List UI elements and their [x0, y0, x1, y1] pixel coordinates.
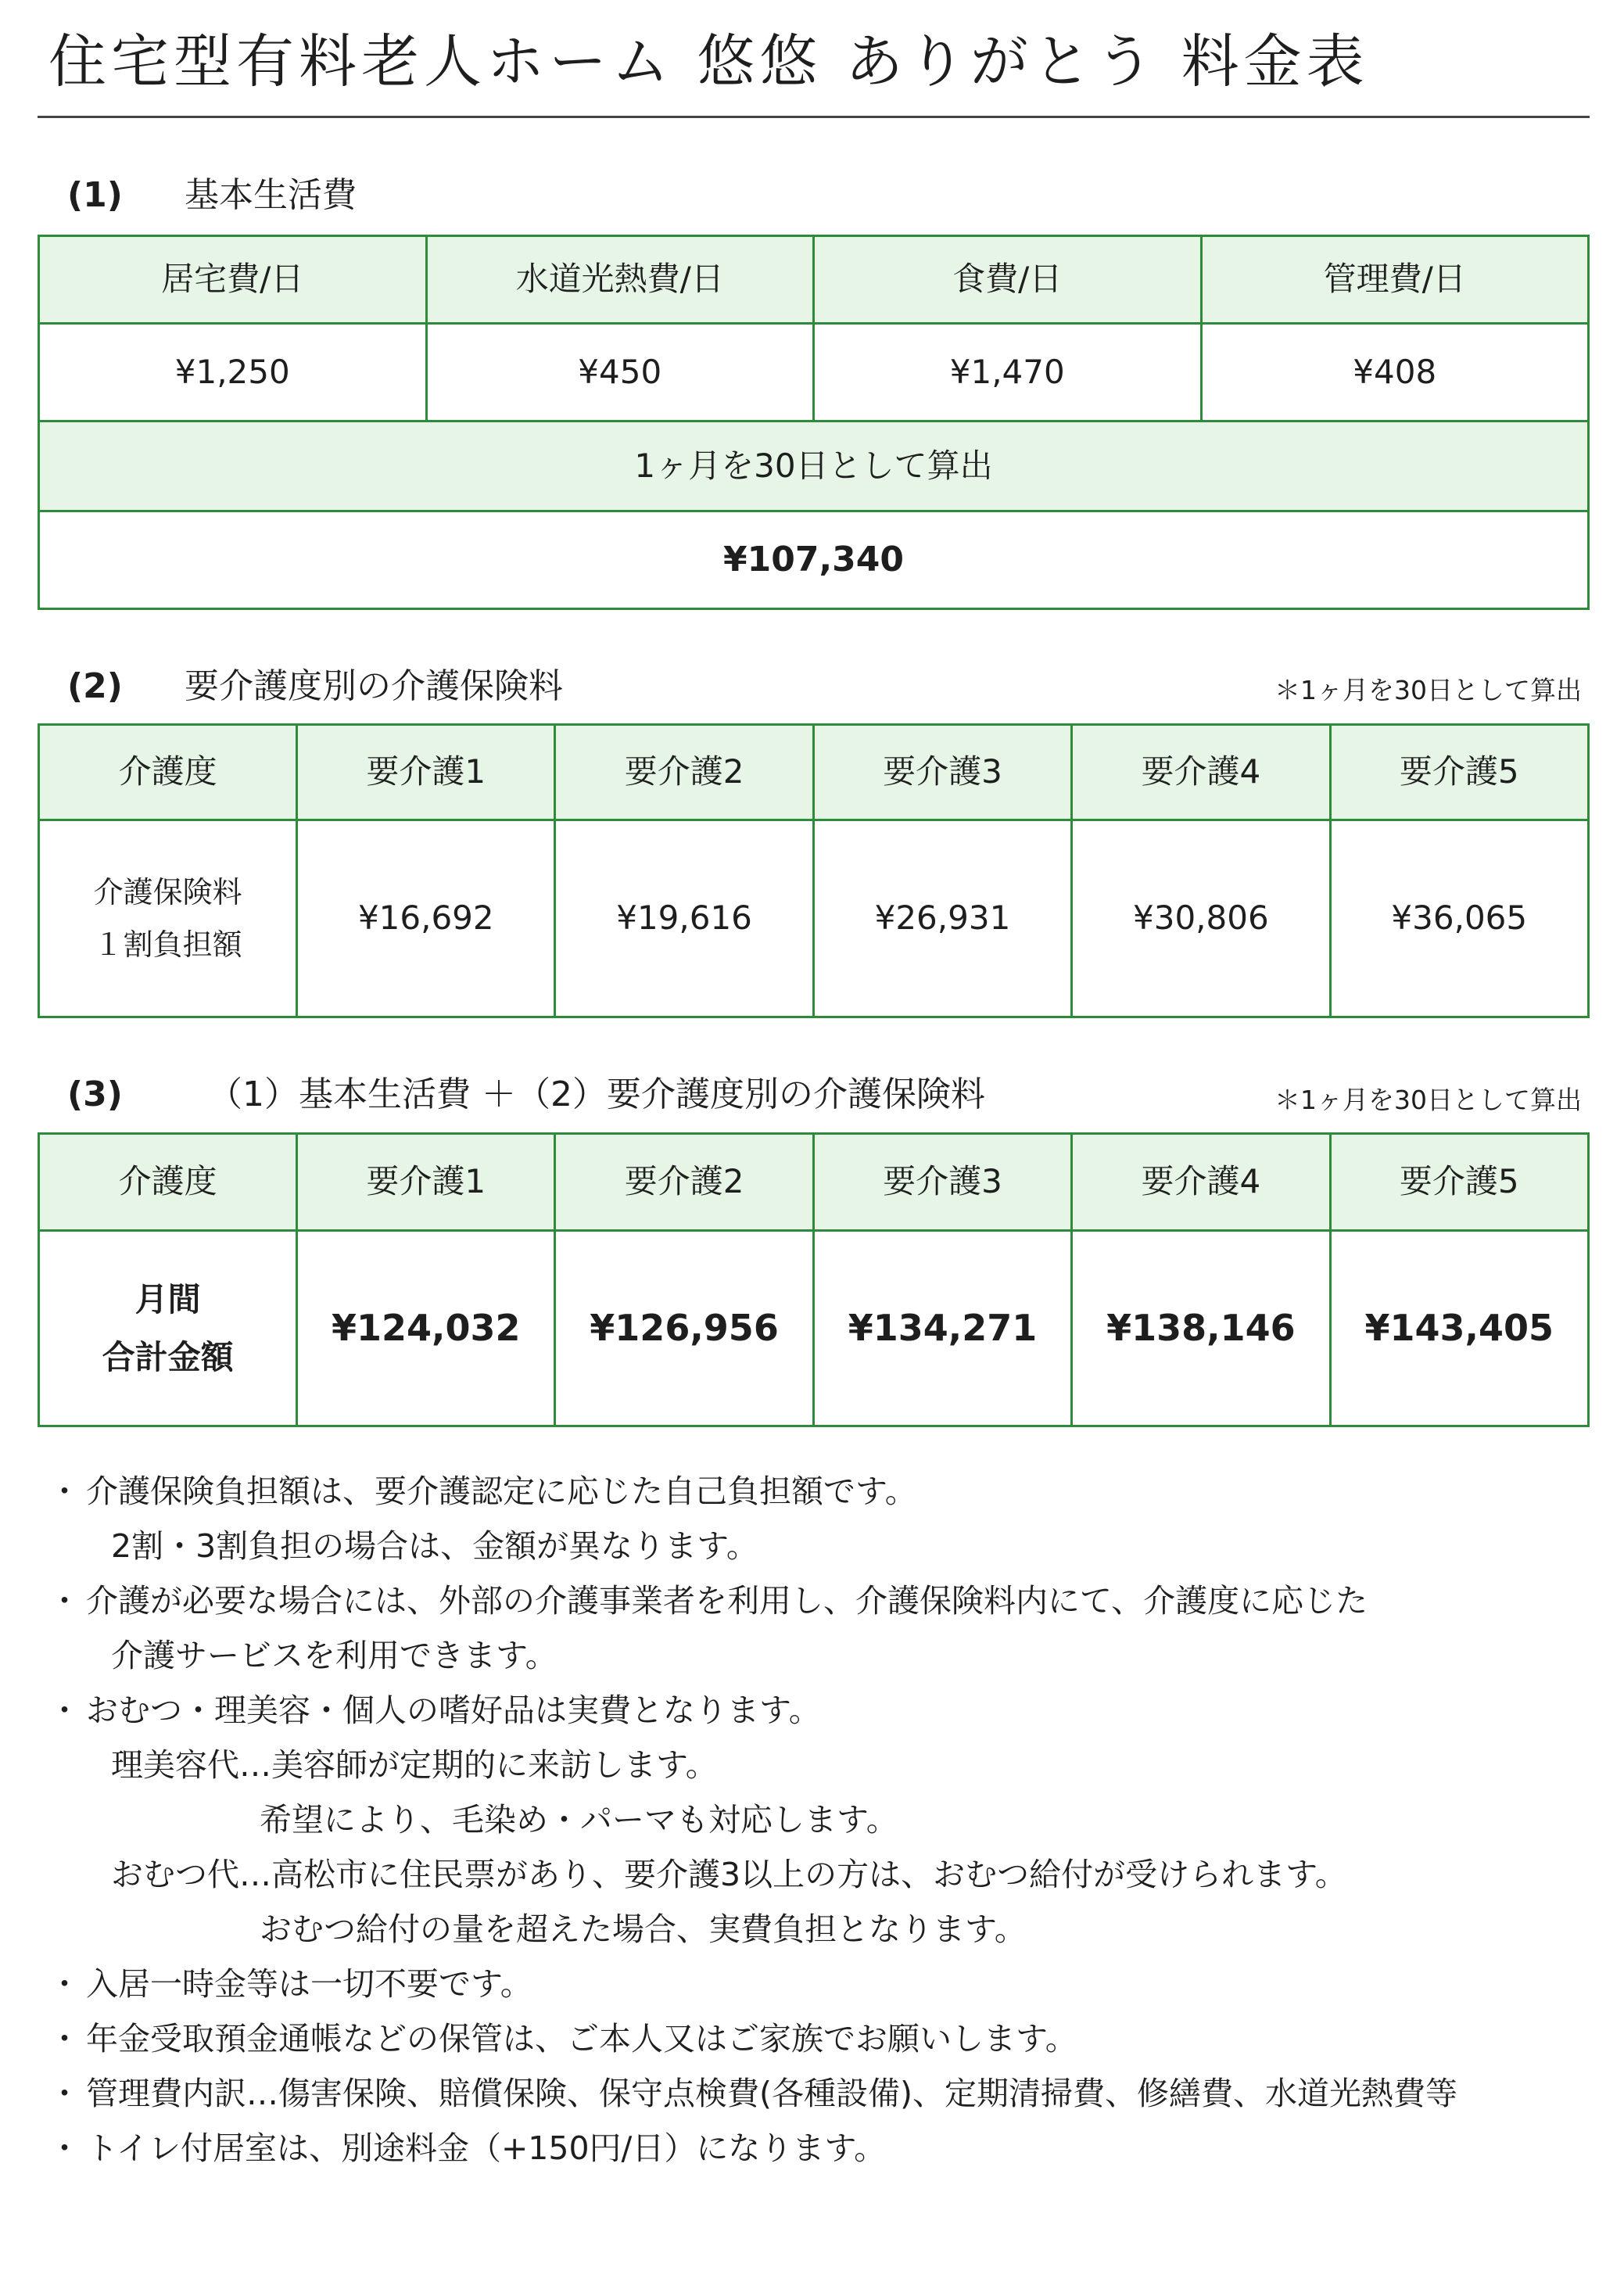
- note-beauty-fee: 理美容代…美容師が定期的に来訪します。: [111, 1746, 718, 1784]
- monthly-total-level-2: ¥126,956: [555, 1231, 813, 1426]
- note-2-text: 介護が必要な場合には、外部の介護事業者を利用し、介護保険料内にて、介護度に応じた: [86, 1582, 1368, 1620]
- insurance-row-label-line1: 介護保険料: [93, 875, 242, 909]
- note-6-text: 管理費内訳…傷害保険、賠償保険、保守点検費(各種設備)、定期清掃費、修繕費、水道光熱費等: [86, 2075, 1457, 2112]
- note-diaper-fee: おむつ代…高松市に住民票があり、要介護3以上の方は、おむつ給付が受けられます。: [111, 1856, 1347, 1893]
- header-meal-cost: 食費/日: [814, 236, 1202, 324]
- basic-cost-total-row: [39, 511, 1589, 609]
- insurance-level-3: ¥26,931: [813, 820, 1071, 1017]
- monthly-total-row-label: [39, 1231, 297, 1426]
- basic-living-cost-table: [38, 235, 1590, 610]
- section2-label: 要介護度別の介護保険料: [185, 666, 563, 706]
- note-insurance-burden: [48, 1464, 1457, 1519]
- total-level-header: 介護度: [39, 1134, 297, 1231]
- insurance-level-2: ¥19,616: [555, 820, 813, 1017]
- title-divider: [38, 116, 1590, 118]
- header-management-cost: 管理費/日: [1201, 236, 1589, 324]
- section3-label: （1）基本生活費 ＋（2）要介護度別の介護保険料: [208, 1074, 985, 1114]
- section3-note: ＊1ヶ月を30日として算出: [1274, 1085, 1582, 1115]
- insurance-level-4: ¥30,806: [1072, 820, 1330, 1017]
- bullet-2: ・: [48, 1582, 81, 1620]
- section1-label: 基本生活費: [185, 175, 357, 215]
- care-level-1: 要介護1: [297, 725, 555, 820]
- note-1-text: 介護保険負担額は、要介護認定に応じた自己負担額です。: [86, 1473, 917, 1510]
- care-insurance-value-row: [39, 820, 1589, 1017]
- note-management-breakdown: [48, 2066, 1457, 2121]
- total-care-level-3: 要介護3: [813, 1134, 1071, 1231]
- total-care-level-2: 要介護2: [555, 1134, 813, 1231]
- monthly-total-label-line2: 合計金額: [102, 1337, 234, 1376]
- bullet-6: ・: [48, 2075, 81, 2112]
- monthly-total-table: [38, 1132, 1590, 1427]
- total-care-level-5: 要介護5: [1330, 1134, 1588, 1231]
- care-level-header-row: [39, 725, 1589, 820]
- monthly-total-level-5: ¥143,405: [1330, 1231, 1588, 1426]
- value-management-cost: ¥408: [1201, 324, 1589, 422]
- note-3-text: おむつ・理美容・個人の嗜好品は実費となります。: [86, 1692, 821, 1729]
- bullet-4: ・: [48, 1965, 81, 2003]
- care-level-header: 介護度: [39, 725, 297, 820]
- monthly-total-label-line1: 月間: [134, 1280, 201, 1318]
- care-level-5: 要介護5: [1330, 725, 1588, 820]
- note-4-text: 入居一時金等は一切不要です。: [86, 1965, 532, 2003]
- note-2-continuation: 介護サービスを利用できます。: [111, 1637, 557, 1674]
- section1-heading: [67, 175, 357, 215]
- care-level-2: 要介護2: [555, 725, 813, 820]
- insurance-row-label: [39, 820, 297, 1017]
- monthly-calc-note: 1ヶ月を30日として算出: [39, 422, 1589, 511]
- note-diaper-fee-detail: おむつ給付の量を超えた場合、実費負担となります。: [260, 1910, 1027, 1948]
- note-beauty-fee-detail: 希望により、毛染め・パーマも対応します。: [260, 1801, 898, 1839]
- total-care-level-4: 要介護4: [1072, 1134, 1330, 1231]
- monthly-total-level-4: ¥138,146: [1072, 1231, 1330, 1426]
- bullet-5: ・: [48, 2020, 81, 2057]
- section3-number: (3): [67, 1074, 123, 1114]
- header-utility-cost: 水道光熱費/日: [426, 236, 814, 324]
- note-toilet-room: [48, 2121, 1457, 2176]
- bullet-1: ・: [48, 1473, 81, 1510]
- section1-number: (1): [67, 175, 123, 215]
- bullet-7: ・: [48, 2129, 81, 2167]
- note-7-text: トイレ付居室は、別途料金（+150円/日）になります。: [86, 2129, 887, 2167]
- care-insurance-table: [38, 723, 1590, 1018]
- total-care-level-1: 要介護1: [297, 1134, 555, 1231]
- section2-note: ＊1ヶ月を30日として算出: [1274, 675, 1582, 705]
- note-no-entry-fee: [48, 1957, 1457, 2011]
- insurance-level-1: ¥16,692: [297, 820, 555, 1017]
- basic-cost-total: ¥107,340: [39, 511, 1589, 609]
- value-meal-cost: ¥1,470: [814, 324, 1202, 422]
- insurance-row-label-line2: １割負担額: [93, 927, 242, 962]
- note-passbook-storage: [48, 2011, 1457, 2066]
- note-external-care: [48, 1573, 1457, 1628]
- total-level-header-row: [39, 1134, 1589, 1231]
- page-title: 住宅型有料老人ホーム 悠悠 ありがとう 料金表: [48, 28, 1369, 95]
- section3-heading: [67, 1074, 985, 1114]
- monthly-total-value-row: [39, 1231, 1589, 1426]
- basic-cost-calc-row: [39, 422, 1589, 511]
- care-level-3: 要介護3: [813, 725, 1071, 820]
- section2-number: (2): [67, 666, 123, 706]
- note-1-continuation: 2割・3割負担の場合は、金額が異なります。: [111, 1527, 758, 1565]
- header-housing-cost: 居宅費/日: [39, 236, 427, 324]
- insurance-level-5: ¥36,065: [1330, 820, 1588, 1017]
- monthly-total-level-1: ¥124,032: [297, 1231, 555, 1426]
- basic-cost-value-row: [39, 324, 1589, 422]
- section2-heading: [67, 666, 563, 706]
- value-utility-cost: ¥450: [426, 324, 814, 422]
- notes-list: [48, 1464, 1457, 2176]
- bullet-3: ・: [48, 1692, 81, 1729]
- care-level-4: 要介護4: [1072, 725, 1330, 820]
- note-5-text: 年金受取預金通帳などの保管は、ご本人又はご家族でお願いします。: [86, 2020, 1077, 2057]
- basic-cost-header-row: [39, 236, 1589, 324]
- value-housing-cost: ¥1,250: [39, 324, 427, 422]
- monthly-total-level-3: ¥134,271: [813, 1231, 1071, 1426]
- note-actual-costs: [48, 1683, 1457, 1738]
